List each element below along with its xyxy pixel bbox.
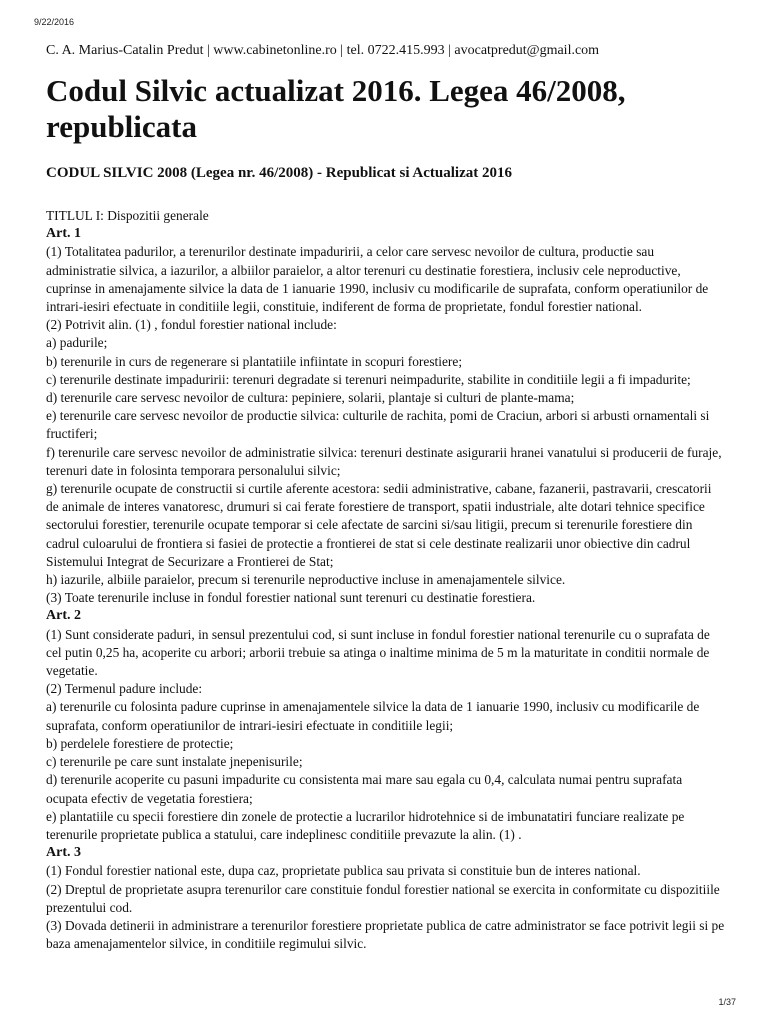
paragraph: f) terenurile care servesc nevoilor de administratie silvica: terenuri destinate asigurarii hranei vanatului si producerii de furaje, terenuri date in folosinta temporara personalului silvic; <box>46 444 722 478</box>
paragraph: c) terenurile destinate impaduririi: terenuri degradate si terenuri neimpadurite, stabilite in conditiile legii a fi impadurite; <box>46 371 691 387</box>
paragraph: (2) Potrivit alin. (1) , fondul forestier national include: <box>46 317 337 333</box>
paragraph: c) terenurile pe care sunt instalate jnepenisurile; <box>46 754 303 770</box>
document-body <box>46 207 726 953</box>
contact-header: C. A. Marius-Catalin Predut | www.cabinetonline.ro | tel. 0722.415.993 | avocatpredut@gmail.com <box>46 43 600 58</box>
print-date: 9/22/2016 <box>34 17 75 27</box>
paragraph: e) terenurile care servesc nevoilor de productie silvica: culturile de rachita, pomi de Craciun, arbori si arbusti ornamentali si fructiferi; <box>46 408 710 442</box>
paragraph: (1) Totalitatea padurilor, a terenurilor destinate impaduririi, a celor care servesc nevoilor de cultura, productie sau administratie silvica, a iazurilor, a albiilor paraielor, a altor terenuri cu destinatie forestiera, inclusiv cele neproductive, cuprinse in amenajamente silvice la data de 1 ianuarie 1990, inclusiv cu modificarile de suprafata, conform operatiunilor de intrari-iesiri efectuate in conditiile legii, constituie, indiferent de forma de proprietate, fondul forestier national. <box>46 244 709 315</box>
paragraph: a) terenurile cu folosinta padure cuprinse in amenajamentele silvice la data de 1 ianuarie 1990, inclusiv cu modificarile de suprafata, conform operatiunilor de intrari-iesiri efectuate in conditiile legii; <box>46 699 700 733</box>
paragraph: (2) Dreptul de proprietate asupra terenurilor care constituie fondul forestier national se exercita in conformitate cu dispozitiile prezentului cod. <box>46 881 720 915</box>
paragraph: (1) Fondul forestier national este, dupa caz, proprietate publica sau privata si constituie bun de interes national. <box>46 863 641 879</box>
paragraph: b) perdelele forestiere de protectie; <box>46 735 234 751</box>
paragraph: (3) Toate terenurile incluse in fondul forestier national sunt terenuri cu destinatie forestiera. <box>46 590 536 606</box>
paragraph: d) terenurile acoperite cu pasuni impadurite cu consistenta mai mare sau egala cu 0,4, calculata numai pentru suprafata ocupata efectiv de vegetatia forestiera; <box>46 772 683 806</box>
page-number: 1/37 <box>718 997 736 1007</box>
paragraph: a) padurile; <box>46 335 108 351</box>
document-content <box>46 42 726 953</box>
article-heading: Art. 1 <box>46 226 81 242</box>
document-subtitle: CODUL SILVIC 2008 (Legea nr. 46/2008) - Republicat si Actualizat 2016 <box>46 165 512 181</box>
paragraph: h) iazurile, albiile paraielor, precum si terenurile neproductive incluse in amenajamentele silvice. <box>46 572 566 588</box>
article-heading: Art. 3 <box>46 845 81 861</box>
paragraph: TITLUL I: Dispozitii generale <box>46 208 209 223</box>
paragraph: b) terenurile in curs de regenerare si plantatiile infiintate in scopuri forestiere; <box>46 353 463 369</box>
page-title: Codul Silvic actualizat 2016. Legea 46/2008, republicata <box>46 73 626 144</box>
paragraph: e) plantatiile cu specii forestiere din zonele de protectie a lucrarilor hidrotehnice si de imbunatatiri funciare realizate pe terenurile proprietate publica a statului, care indeplinesc conditiile prevazute la alin. (1) . <box>46 808 685 842</box>
paragraph: d) terenurile care servesc nevoilor de cultura: pepiniere, solarii, plantaje si culturi de plante-mama; <box>46 390 575 406</box>
paragraph: g) terenurile ocupate de constructii si curtile aferente acestora: sedii administrative, cabane, fazanerii, pastravarii, crescatorii de animale de interes vanatoresc, drumuri si cai ferate forestiere de transport, spatii industriale, alte dotari tehnice specifice sectorului forestier, terenurile ocupate temporar si cele afectate de sarcini si/sau litigii, precum si terenurile forestiere din cadrul culoarului de frontiera si fasiei de protectie a frontierei de stat si cele destinate realizarii unor obiective din cadrul Sistemului Integrat de Securizare a Frontierei de Stat; <box>46 481 712 569</box>
paragraph: (2) Termenul padure include: <box>46 681 203 697</box>
article-heading: Art. 2 <box>46 608 81 624</box>
paragraph: (3) Dovada detinerii in administrare a terenurilor forestiere proprietate publica de catre administrator se face potrivit legii si pe baza amenajamentelor silvice, in conditiile regimului silvic. <box>46 917 725 952</box>
paragraph: (1) Sunt considerate paduri, in sensul prezentului cod, si sunt incluse in fondul forestier national terenurile cu o suprafata de cel putin 0,25 ha, acoperite cu arbori; arborii trebuie sa atinga o inaltime minima de 5 m la maturitate in conditii normale de vegetatie. <box>46 626 710 679</box>
